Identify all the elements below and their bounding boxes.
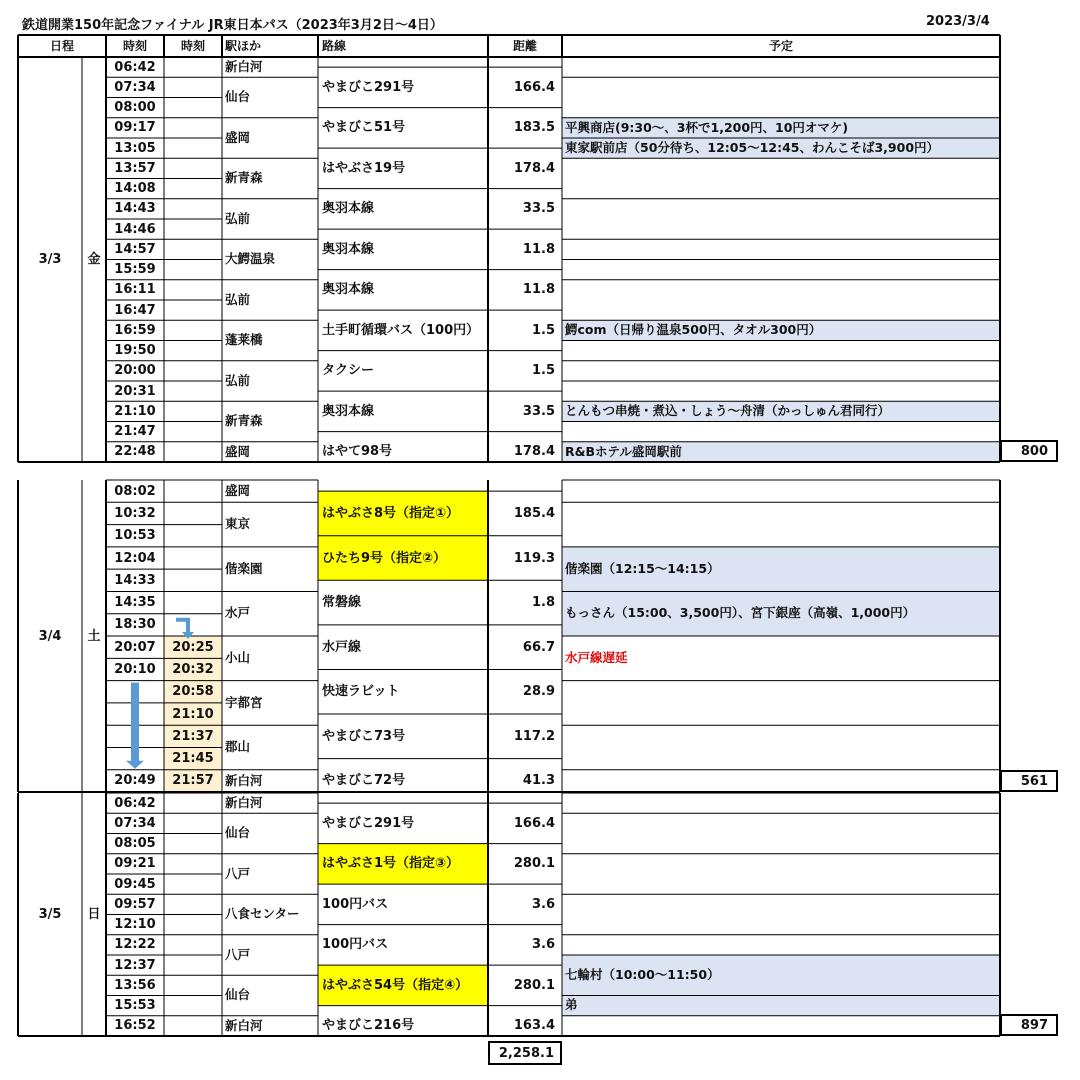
station-name: 八食センター <box>225 906 300 922</box>
document-title: 鉄道開業150年記念ファイナル JR東日本パス（2023年3月2日～4日） <box>22 18 443 33</box>
route-name: はやて98号 <box>322 444 393 460</box>
route-distance: 66.7 <box>522 639 555 655</box>
departure-time: 15:59 <box>114 262 156 278</box>
route-distance: 280.1 <box>513 856 555 872</box>
plan-note <box>562 280 1000 321</box>
station-name: 新白河 <box>225 794 263 810</box>
transfer-time: 20:25 <box>164 636 222 658</box>
plan-note <box>562 260 1000 280</box>
departure-time: 07:34 <box>114 815 156 831</box>
route-distance: 166.4 <box>513 79 555 95</box>
station-name: 仙台 <box>225 89 251 105</box>
departure-time: 08:00 <box>114 100 156 116</box>
plan-note: 鰐com（日帰り温泉500円、タオル300円） <box>562 320 1000 340</box>
departure-time: 14:33 <box>114 572 156 588</box>
plan-note <box>562 854 1000 895</box>
station-name: 小山 <box>225 650 251 666</box>
departure-time: 14:43 <box>114 201 156 217</box>
plan-note <box>562 381 1000 401</box>
departure-time <box>106 725 164 747</box>
station-name: 盛岡 <box>225 443 251 459</box>
departure-time: 14:35 <box>114 595 156 611</box>
plan-note: 平興商店(9:30～、3杯で1,200円、10円オマケ) <box>562 118 1000 138</box>
transfer-time <box>164 300 222 320</box>
departure-time: 19:50 <box>114 343 156 359</box>
transfer-time <box>164 57 222 77</box>
departure-time: 12:04 <box>114 550 156 566</box>
station-name: 新青森 <box>225 170 263 186</box>
station-name: 新白河 <box>225 58 263 74</box>
station-name: 郡山 <box>225 739 251 755</box>
plan-note: R&Bホテル盛岡駅前 <box>562 442 1000 462</box>
transfer-time: 21:37 <box>164 725 222 747</box>
departure-time <box>106 747 164 769</box>
departure-time: 09:57 <box>114 896 156 912</box>
transfer-time: 21:45 <box>164 747 222 769</box>
transfer-time <box>164 118 222 138</box>
transfer-time <box>164 935 222 955</box>
station-name: 蓬莱橋 <box>225 332 263 348</box>
transfer-time <box>164 138 222 158</box>
station-name: 大鰐温泉 <box>225 251 276 267</box>
station-name: 盛岡 <box>225 129 251 145</box>
route-distance: 178.4 <box>513 444 555 460</box>
station-name: 仙台 <box>225 987 251 1003</box>
header-station: 駅ほか <box>225 39 262 53</box>
route-name: 奥羽本線 <box>322 241 375 257</box>
plan-note: 七輪村（10:00～11:50） <box>562 955 1000 996</box>
transfer-time <box>164 502 222 524</box>
transfer-time <box>164 422 222 442</box>
departure-time: 09:17 <box>114 120 156 136</box>
departure-time: 13:56 <box>114 977 156 993</box>
day-of-week: 土 <box>87 628 101 644</box>
transfer-time <box>164 894 222 914</box>
transfer-time <box>164 158 222 178</box>
transfer-time <box>164 793 222 813</box>
route-name: やまびこ291号 <box>322 79 415 95</box>
plan-note <box>562 502 1000 547</box>
plan-note <box>562 57 1000 77</box>
departure-time: 06:42 <box>114 795 156 811</box>
header-route: 路線 <box>322 39 347 53</box>
departure-time: 12:10 <box>114 917 156 933</box>
print-date: 2023/3/4 <box>926 14 990 29</box>
station-name: 偕楽園 <box>225 560 263 576</box>
route-name: 奥羽本線 <box>322 403 375 419</box>
plan-note <box>562 770 1000 792</box>
departure-time: 14:46 <box>114 221 156 237</box>
route-distance: 3.6 <box>531 896 555 912</box>
station-name: 新白河 <box>225 772 263 788</box>
departure-time: 21:10 <box>114 403 156 419</box>
station-name: 盛岡 <box>225 482 251 498</box>
station-name: 水戸 <box>225 605 251 621</box>
route-name: はやぶさ19号 <box>322 160 406 176</box>
transfer-time: 21:57 <box>164 770 222 792</box>
transfer-time <box>164 77 222 97</box>
route-distance: 117.2 <box>513 728 555 744</box>
station-name: 新青森 <box>225 413 263 429</box>
transfer-time: 21:10 <box>164 703 222 725</box>
route-distance: 1.5 <box>531 322 555 338</box>
route-name: やまびこ72号 <box>322 773 406 789</box>
departure-time: 10:53 <box>114 528 156 544</box>
transfer-time: 20:32 <box>164 658 222 680</box>
transfer-time <box>164 239 222 259</box>
plan-note <box>562 361 1000 381</box>
transfer-time <box>164 874 222 894</box>
transfer-time <box>164 525 222 547</box>
route-name: やまびこ291号 <box>322 815 415 831</box>
departure-time: 08:02 <box>114 483 156 499</box>
route-distance: 33.5 <box>522 403 555 419</box>
transfer-time <box>164 219 222 239</box>
day-distance-total: 897 <box>1000 1014 1058 1036</box>
station-name: 東京 <box>225 516 251 532</box>
departure-time: 12:37 <box>114 957 156 973</box>
route-name: やまびこ216号 <box>322 1018 415 1034</box>
header-plan: 予定 <box>768 39 793 53</box>
transfer-time <box>164 401 222 421</box>
transfer-time <box>164 341 222 361</box>
plan-note <box>562 422 1000 442</box>
day-distance-total: 561 <box>1000 770 1058 792</box>
route-name: はやぶさ8号（指定①） <box>318 491 488 536</box>
day-of-week: 金 <box>87 252 101 267</box>
route-name: 快速ラビット <box>322 684 400 700</box>
transfer-time <box>164 442 222 462</box>
plan-note: とんもつ串焼・煮込・しょう～舟清（かっしゅん君同行） <box>562 401 1000 421</box>
departure-time: 20:07 <box>114 639 156 655</box>
transfer-time <box>164 320 222 340</box>
plan-note <box>562 77 1000 118</box>
departure-time: 16:52 <box>114 1018 156 1034</box>
route-name: やまびこ51号 <box>322 120 406 136</box>
station-name: 仙台 <box>225 825 251 841</box>
departure-time: 20:49 <box>114 773 156 789</box>
transfer-time <box>164 591 222 613</box>
route-distance: 183.5 <box>513 120 555 136</box>
plan-note <box>562 1016 1000 1036</box>
header-distance: 距離 <box>512 39 537 53</box>
route-distance: 185.4 <box>513 505 555 521</box>
route-name: 常磐線 <box>322 595 362 611</box>
transfer-time: 20:58 <box>164 681 222 703</box>
departure-time <box>106 681 164 703</box>
transfer-time <box>164 569 222 591</box>
day-distance-total: 800 <box>1000 440 1058 462</box>
route-distance: 166.4 <box>513 815 555 831</box>
transfer-time <box>164 98 222 118</box>
departure-time: 10:32 <box>114 505 156 521</box>
route-name: はやぶさ1号（指定③） <box>318 844 488 885</box>
route-distance: 11.8 <box>522 282 555 298</box>
transfer-time <box>164 915 222 935</box>
transfer-time <box>164 955 222 975</box>
plan-note <box>562 480 1000 502</box>
departure-time: 20:00 <box>114 363 156 379</box>
route-name: 奥羽本線 <box>322 282 375 298</box>
route-name: 100円バス <box>322 896 389 912</box>
route-distance: 1.8 <box>531 595 555 611</box>
route-distance: 280.1 <box>513 977 555 993</box>
departure-time: 13:05 <box>114 140 156 156</box>
transfer-time <box>164 813 222 833</box>
station-name: 八戸 <box>225 946 251 962</box>
plan-note <box>562 239 1000 259</box>
transfer-time <box>164 280 222 300</box>
departure-time: 15:53 <box>114 998 156 1014</box>
route-distance: 1.5 <box>531 363 555 379</box>
plan-note <box>562 158 1000 199</box>
departure-time: 13:57 <box>114 160 156 176</box>
transfer-time <box>164 614 222 636</box>
route-distance: 41.3 <box>522 773 555 789</box>
route-distance: 28.9 <box>522 684 555 700</box>
plan-note <box>562 199 1000 240</box>
route-distance: 119.3 <box>513 550 555 566</box>
transfer-time <box>164 975 222 995</box>
departure-time: 20:10 <box>114 661 156 677</box>
station-name: 八戸 <box>225 865 251 881</box>
route-distance: 33.5 <box>522 201 555 217</box>
header-time1: 時刻 <box>122 39 147 53</box>
day-date: 3/3 <box>38 252 62 267</box>
departure-time: 16:11 <box>114 282 156 298</box>
route-name: 奥羽本線 <box>322 201 375 217</box>
route-name: 水戸線 <box>322 639 362 655</box>
transfer-time <box>164 996 222 1016</box>
transfer-time <box>164 834 222 854</box>
plan-note <box>562 935 1000 955</box>
grand-total: 2,258.1 <box>488 1041 562 1065</box>
departure-time: 14:08 <box>114 181 156 197</box>
plan-note <box>562 341 1000 361</box>
route-distance: 3.6 <box>531 937 555 953</box>
departure-time: 12:22 <box>114 937 156 953</box>
day-date: 3/4 <box>38 628 62 644</box>
departure-time: 22:48 <box>114 444 156 460</box>
header-time2: 時刻 <box>180 39 205 53</box>
departure-time: 08:05 <box>114 836 156 852</box>
departure-time: 14:57 <box>114 241 156 257</box>
departure-time: 06:42 <box>114 59 156 75</box>
route-distance: 11.8 <box>522 241 555 257</box>
transfer-time <box>164 361 222 381</box>
transfer-time <box>164 480 222 502</box>
plan-note: 水戸線遅延 <box>565 650 628 666</box>
station-name: 新白河 <box>225 1017 263 1033</box>
plan-note: 東家駅前店（50分待ち、12:05～12:45、わんこそば3,900円） <box>562 138 1000 158</box>
departure-time: 16:59 <box>114 322 156 338</box>
station-name: 弘前 <box>225 210 251 226</box>
transfer-time <box>164 547 222 569</box>
route-name: 100円バス <box>322 937 389 953</box>
plan-note: もっさん（15:00、3,500円）、宮下銀座（高嶺、1,000円） <box>562 591 1000 636</box>
departure-time: 09:21 <box>114 856 156 872</box>
departure-time: 21:47 <box>114 424 156 440</box>
station-name: 宇都宮 <box>225 694 263 710</box>
departure-time: 07:34 <box>114 79 156 95</box>
transfer-time <box>164 260 222 280</box>
day-date: 3/5 <box>38 907 62 922</box>
transfer-time <box>164 1016 222 1036</box>
departure-time: 16:47 <box>114 302 156 318</box>
route-name: ひたち9号（指定②） <box>318 536 488 581</box>
plan-note <box>562 793 1000 813</box>
plan-note: 弟 <box>562 996 1000 1016</box>
transfer-time <box>164 179 222 199</box>
route-distance: 178.4 <box>513 160 555 176</box>
station-name: 弘前 <box>225 372 251 388</box>
plan-note <box>562 894 1000 935</box>
day-of-week: 日 <box>87 907 101 922</box>
departure-time: 09:45 <box>114 876 156 892</box>
departure-time: 20:31 <box>114 383 156 399</box>
plan-note: 偕楽園（12:15～14:15） <box>562 547 1000 592</box>
route-name: タクシー <box>322 363 375 379</box>
departure-time: 18:30 <box>114 617 156 633</box>
route-name: やまびこ73号 <box>322 728 406 744</box>
route-name: 土手町循環バス（100円） <box>322 322 480 338</box>
transfer-time <box>164 854 222 874</box>
departure-time <box>106 703 164 725</box>
transfer-time <box>164 381 222 401</box>
plan-note <box>562 725 1000 770</box>
station-name: 弘前 <box>225 291 251 307</box>
route-name: はやぶさ54号（指定④） <box>318 965 488 1006</box>
transfer-time <box>164 199 222 219</box>
plan-note <box>562 681 1000 726</box>
plan-note <box>562 813 1000 854</box>
route-distance: 163.4 <box>513 1018 555 1034</box>
header-schedule: 日程 <box>49 39 74 53</box>
